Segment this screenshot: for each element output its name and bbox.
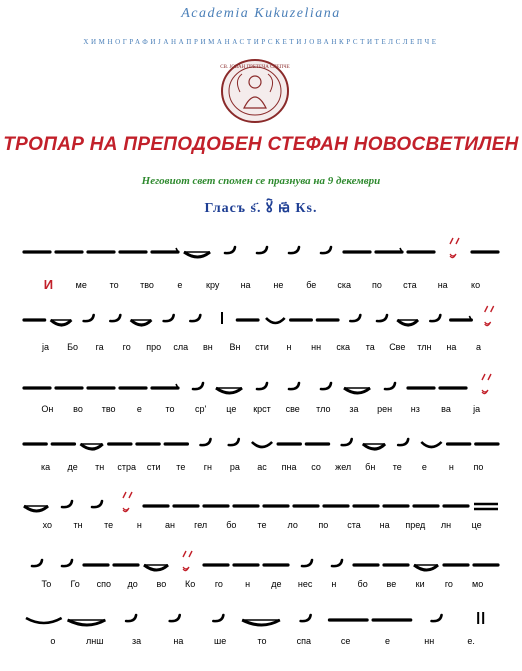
syllable: го: [122, 342, 131, 352]
neume-petasti: [80, 444, 102, 449]
syllable: ра: [229, 462, 240, 472]
neume-petasti: [131, 320, 152, 325]
neume-mart-red: [183, 551, 192, 571]
syllable: е: [136, 404, 142, 414]
syllable: тлн: [417, 342, 432, 352]
neume-apostrophos: [193, 383, 203, 389]
neume-apostrophos: [257, 383, 267, 389]
neume-apostrophos: [92, 501, 102, 507]
syllable: те: [104, 520, 114, 530]
syllable: сти: [146, 462, 161, 472]
syllable: до: [127, 579, 138, 589]
neume-ison: [152, 248, 178, 252]
neume-petasti: [184, 252, 210, 257]
neume-petasti: [397, 320, 418, 325]
neume-apostrophos: [213, 615, 223, 621]
neume-petasti: [344, 388, 370, 393]
syllable: ста: [403, 280, 417, 290]
syllable: се: [340, 636, 351, 646]
syllable: е: [421, 462, 427, 472]
syllable: бн: [365, 462, 376, 472]
syllable: ки: [415, 579, 425, 589]
syllable: нн: [311, 342, 322, 352]
syllable: во: [73, 404, 83, 414]
syllable: мо: [472, 579, 484, 589]
neume-apostrophos: [302, 560, 312, 566]
syllable: во: [156, 579, 167, 589]
syllable: на: [379, 520, 390, 530]
syllable: тво: [101, 404, 116, 414]
neume-mart-red: [450, 238, 459, 258]
neume-line-3: [22, 368, 502, 408]
lyric-line-1: [22, 277, 502, 294]
syllable: го: [444, 579, 453, 589]
syllable: н: [245, 579, 251, 589]
neume-line-7: [22, 600, 502, 640]
neume-ison: [451, 316, 472, 320]
neume-klasma: [26, 618, 62, 623]
syllable: Ко: [185, 579, 196, 589]
lyric-line-3: [22, 404, 502, 418]
syllable: на: [446, 342, 457, 352]
syllable: сла: [173, 342, 189, 352]
neume-apostrophos: [190, 315, 200, 321]
syllable: те: [176, 462, 186, 472]
syllable: со: [311, 462, 321, 472]
syllable: ср': [195, 404, 207, 414]
neume-apostrophos: [377, 315, 387, 321]
neume-mart-red: [482, 374, 491, 394]
seal-text: СВ. ЈОВАН ПРЕТЕЧА СЛЕПЧЕ: [220, 65, 290, 70]
neume-apostrophos: [385, 383, 395, 389]
syllable: за: [131, 636, 142, 646]
neume-apostrophos: [350, 315, 360, 321]
syllable: це: [471, 520, 482, 530]
syllable: ло: [287, 520, 298, 530]
neume-apostrophos: [225, 247, 235, 253]
syllable: ас: [257, 462, 267, 472]
syllable: н: [286, 342, 292, 352]
neume-klasma: [266, 318, 285, 323]
neume-apostrophos: [257, 247, 267, 253]
syllable: н: [448, 462, 454, 472]
syllable: та: [365, 342, 375, 352]
syllable: н: [331, 579, 337, 589]
syllable: Све: [389, 342, 406, 352]
monastery-seal: [220, 58, 290, 124]
neume-apostrophos: [110, 315, 120, 321]
syllable: то: [165, 404, 175, 414]
syllable: сти: [255, 342, 269, 352]
syllable: тн: [73, 520, 83, 530]
neume-apostrophos: [321, 383, 331, 389]
neume-end: [478, 612, 483, 624]
neume-apostrophos: [301, 615, 311, 621]
syllable: по: [318, 520, 329, 530]
syllable: те: [257, 520, 267, 530]
neume-line-2: [22, 300, 502, 340]
syllable: спа: [296, 636, 312, 646]
syllable: на: [437, 280, 448, 290]
syllable: ве: [386, 579, 397, 589]
neume-ison: [152, 384, 178, 388]
neume-petasti: [68, 620, 106, 625]
syllable: нес: [297, 579, 313, 589]
syllable: Он: [41, 404, 54, 414]
syllable: про: [146, 342, 162, 352]
syllable: ја: [473, 404, 481, 414]
syllable: лнш: [85, 636, 104, 646]
syllable: н: [136, 520, 142, 530]
neume-ison: [376, 248, 402, 252]
monastery-subline: ХИМНОГРАФИЈАНАПРИМАНАСТИРСКЕТИЈОВАНКРСТИТЕЛСЛЕПЧЕ: [83, 38, 439, 46]
syllable: ска: [336, 342, 350, 352]
syllable: е: [177, 280, 183, 290]
neume-apostrophos: [432, 615, 442, 621]
neume-petasti: [363, 444, 385, 449]
syllable: го: [214, 579, 223, 589]
neume-apostrophos: [32, 560, 42, 566]
syllable: Го: [70, 579, 80, 589]
neume-apostrophos: [289, 383, 299, 389]
neume-apostrophos: [321, 247, 331, 253]
syllable: све: [285, 404, 300, 414]
syllable: по: [473, 462, 484, 472]
neume-double: [474, 504, 498, 509]
neume-petasti: [24, 506, 48, 511]
neume-apostrophos: [229, 439, 239, 445]
syllable: на: [240, 280, 251, 290]
neume-apostrophos: [430, 315, 440, 321]
syllable: ска: [337, 280, 351, 290]
neume-line-4: [22, 424, 502, 464]
syllable: нн: [424, 636, 435, 646]
lyric-line-2: [22, 342, 502, 356]
page-title: ТРОПАР НА ПРЕПОДОБЕН СТЕФАН НОВОСВЕТИЛЕН: [3, 134, 519, 155]
syllable: е.: [467, 636, 475, 646]
neume-apostrophos: [170, 615, 180, 621]
syllable: спо: [96, 579, 112, 589]
syllable: бо: [226, 520, 237, 530]
neume-petasti: [414, 565, 438, 570]
lyric-line-4: [22, 462, 502, 476]
syllable: гн: [203, 462, 213, 472]
syllable: о: [50, 636, 56, 646]
neume-apostrophos: [201, 439, 211, 445]
neume-petasti: [216, 388, 242, 393]
syllable: Вн: [229, 342, 241, 352]
neume-mart-red: [485, 306, 494, 326]
syllable: не: [273, 280, 284, 290]
lyric-line-7: [22, 636, 502, 650]
syllable: Бо: [67, 342, 79, 352]
neume-petasti: [242, 620, 280, 625]
lyric-line-6: [22, 579, 502, 593]
syllable: бе: [306, 280, 317, 290]
neume-apostrophos: [84, 315, 94, 321]
syllable: по: [372, 280, 382, 290]
syllable: жел: [335, 462, 352, 472]
syllable: де: [271, 579, 282, 589]
syllable: це: [226, 404, 237, 414]
syllable: гел: [194, 520, 208, 530]
neume-apostrophos: [289, 247, 299, 253]
syllable: лн: [440, 520, 452, 530]
academia-header: Academia Kukuzeliana: [181, 6, 341, 21]
syllable: хо: [42, 520, 53, 530]
syllable: тн: [95, 462, 105, 472]
neume-petasti: [51, 320, 72, 325]
syllable: То: [41, 579, 52, 589]
syllable: ан: [165, 520, 175, 530]
syllable: кру: [206, 280, 220, 290]
syllable: ка: [40, 462, 51, 472]
syllable: ва: [441, 404, 451, 414]
syllable: ме: [75, 280, 87, 290]
syllable: за: [349, 404, 359, 414]
syllable: ко: [471, 280, 481, 290]
neume-apostrophos: [164, 315, 174, 321]
syllable: стра: [117, 462, 137, 472]
syllable: де: [67, 462, 78, 472]
syllable: тво: [140, 280, 154, 290]
neume-klasma: [421, 442, 441, 447]
syllable: то: [257, 636, 267, 646]
neume-mart-red: [123, 492, 132, 512]
syllable: И: [43, 277, 54, 292]
syllable: ше: [214, 636, 227, 646]
glas-mode: Гласъ ѕ҃. ꙋ҇ ꙗ҃ Кѕ.: [204, 201, 318, 216]
neume-line-1: [22, 232, 502, 272]
syllable: пред: [405, 520, 426, 530]
syllable: пна: [281, 462, 297, 472]
neume-apostrophos: [62, 560, 72, 566]
syllable: а: [475, 342, 481, 352]
neume-apostrophos: [126, 615, 136, 621]
syllable: те: [392, 462, 402, 472]
neume-apostrophos: [398, 439, 408, 445]
syllable: тло: [316, 404, 331, 414]
syllable: ста: [347, 520, 361, 530]
syllable: ја: [42, 342, 50, 352]
lyric-line-5: [22, 520, 502, 534]
syllable: крст: [253, 404, 271, 414]
neume-apostrophos: [62, 501, 72, 507]
syllable: е: [384, 636, 390, 646]
syllable: рен: [377, 404, 393, 414]
syllable: бо: [357, 579, 368, 589]
syllable: вн: [202, 342, 213, 352]
neume-apostrophos: [342, 439, 352, 445]
syllable: то: [109, 280, 119, 290]
neume-apostrophos: [332, 560, 342, 566]
syllable: нз: [410, 404, 420, 414]
feast-subtitle: Неговиот свет спомен се празнува на 9 декември: [141, 175, 381, 187]
syllable: на: [173, 636, 184, 646]
neume-petasti: [144, 565, 168, 570]
neume-klasma: [252, 442, 272, 447]
syllable: га: [95, 342, 104, 352]
